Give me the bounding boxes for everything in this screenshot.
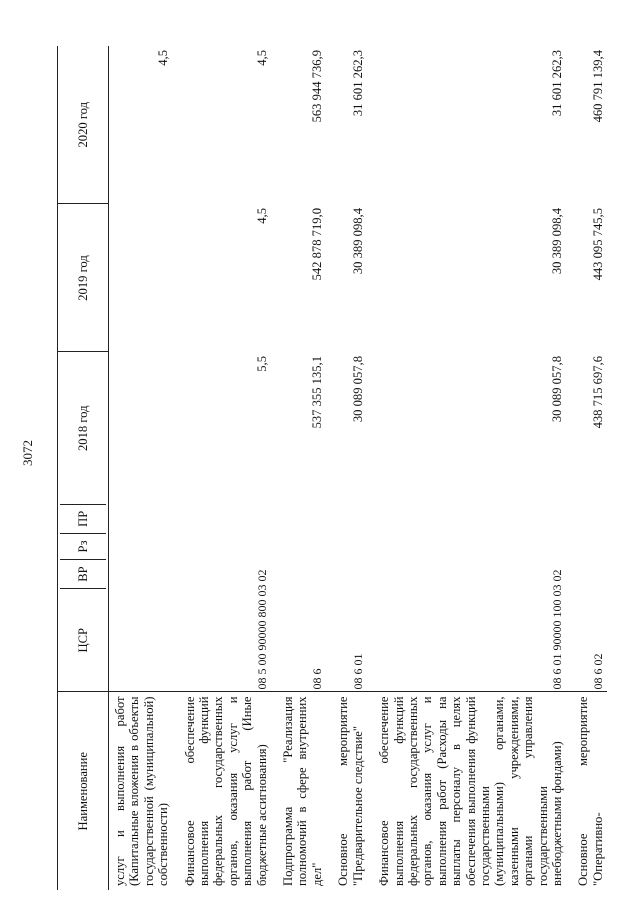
header-2020: 2020 год — [58, 46, 109, 204]
row-name: услуг и выполнения работ (Капитальные вложения в объекты государственной (муниципальной) собственности) — [109, 692, 173, 890]
header-rz: Рз — [60, 533, 106, 560]
row-2018: 30 089 057,8 — [350, 356, 365, 423]
table-row — [271, 46, 326, 890]
budget-table — [57, 46, 607, 890]
row-code: 08 6 01 — [350, 653, 365, 690]
row-2019 — [109, 204, 173, 352]
table-row — [566, 46, 607, 890]
row-2018: 30 089 057,8 — [549, 356, 564, 423]
row-2019: 30 389 098,4 — [549, 208, 564, 275]
row-2018 — [109, 352, 173, 504]
row-2019: 4,5 — [254, 208, 269, 224]
row-2018: 438 715 697,6 — [590, 356, 605, 429]
page-number: 3072 — [20, 440, 35, 466]
row-2020: 4,5 — [254, 50, 269, 66]
row-code: 08 6 — [309, 668, 324, 690]
header-pr: ПР — [60, 504, 106, 533]
row-2020: 31 601 262,3 — [350, 50, 365, 117]
row-code: 08 6 01 90000 100 03 02 — [549, 569, 564, 690]
table-header-row — [58, 46, 109, 890]
row-2018: 537 355 135,1 — [309, 356, 324, 429]
row-name: Финансовое обеспечение выполнения функций федеральных государственных органов, оказания услуг и выполнения работ (Расходы на выплаты персоналу в целях обеспечения выполнения функций государственными (муниципальными) органами, казенными учреждениями, органами управления государственными внебюджетными фондами) — [367, 692, 566, 890]
row-code: 08 5 00 90000 800 03 02 — [254, 569, 269, 690]
table-row — [367, 46, 566, 890]
row-2020: 460 791 139,4 — [590, 50, 605, 123]
row-2019: 443 095 745,5 — [590, 208, 605, 281]
header-csr: ЦСР — [60, 588, 106, 692]
row-2020: 4,5 — [156, 50, 171, 66]
header-codes — [58, 504, 109, 692]
header-vr: ВР — [60, 559, 106, 588]
row-name: Основное мероприятие "Предварительное следствие" — [326, 692, 367, 890]
table-row — [326, 46, 367, 890]
row-code — [109, 504, 173, 692]
header-2018: 2018 год — [58, 352, 109, 504]
row-name: Основное мероприятие "Оперативно- — [566, 692, 607, 890]
row-2019: 542 878 719,0 — [309, 208, 324, 281]
row-name: Подпрограмма "Реализация полномочий в сфере внутренних дел" — [271, 692, 326, 890]
row-2020: 563 944 736,9 — [309, 50, 324, 123]
row-2019: 30 389 098,4 — [350, 208, 365, 275]
row-code: 08 6 02 — [590, 653, 605, 690]
row-2018: 5,5 — [254, 356, 269, 372]
row-2020: 31 601 262,3 — [549, 50, 564, 117]
table-row — [173, 46, 271, 890]
header-name: Наименование — [58, 692, 109, 890]
budget-table-sheet — [57, 46, 627, 890]
table-row — [109, 46, 173, 890]
row-name: Финансовое обеспечение выполнения функций федеральных государственных органов, оказания услуг и выполнения работ (Иные бюджетные ассигнования) — [173, 692, 271, 890]
header-2019: 2019 год — [58, 204, 109, 352]
